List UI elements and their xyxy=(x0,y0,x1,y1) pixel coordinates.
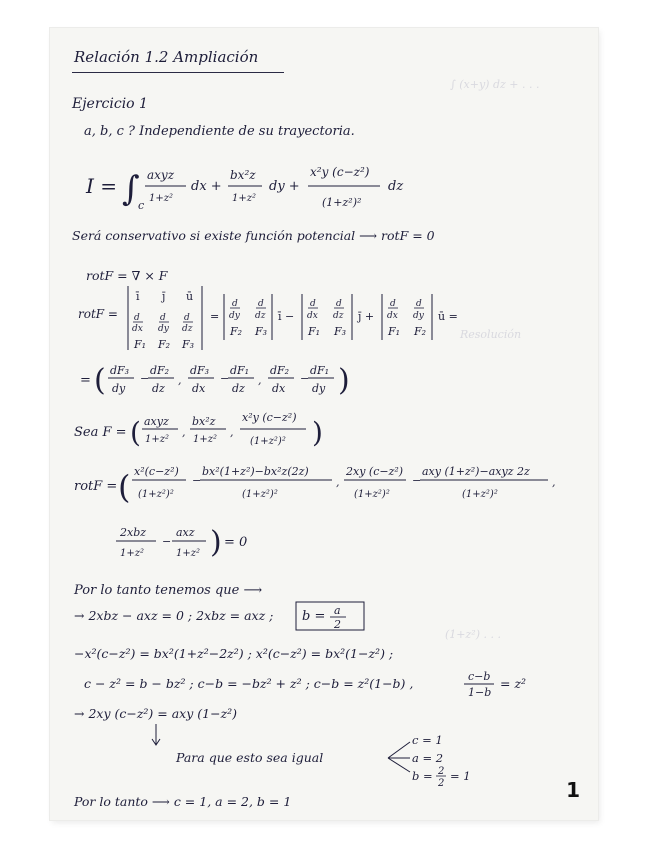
svg-text:2xbz: 2xbz xyxy=(120,526,147,539)
svg-text:F₃: F₃ xyxy=(255,325,268,338)
svg-text:dF₂: dF₂ xyxy=(270,364,290,377)
svg-text:b =: b = xyxy=(302,609,326,624)
show-through-text: ∫ (x+y) dz + . . . xyxy=(450,78,540,91)
svg-text:c: c xyxy=(138,199,145,212)
step-1 xyxy=(74,602,364,631)
page-title: Relación 1.2 Ampliación xyxy=(74,48,259,66)
rot-definition: rotF = ∇̄ × F xyxy=(86,268,168,283)
svg-text:d: d xyxy=(160,313,166,323)
down-arrow-icon xyxy=(152,724,160,745)
svg-text:=: = xyxy=(210,310,220,323)
a-value: a = 2 xyxy=(412,751,444,765)
svg-text:dy: dy xyxy=(112,382,126,395)
svg-text:2: 2 xyxy=(438,778,445,789)
svg-text:dz: dz xyxy=(182,324,193,334)
svg-text:c − z² = b − bz² ; c−b = −bz²: c − z² = b − bz² ; c−b = −bz² + z² ; c−b = z²(1−b) , xyxy=(84,676,414,691)
svg-text:F₁: F₁ xyxy=(308,325,321,338)
svg-text:dx: dx xyxy=(192,382,206,395)
svg-text:F₁: F₁ xyxy=(388,325,401,338)
svg-text:rotF =: rotF = xyxy=(78,307,118,321)
svg-text:F₂: F₂ xyxy=(230,325,243,338)
svg-text:x²(c−z²): x²(c−z²) xyxy=(134,465,179,478)
step-4: → 2xy (c−z²) = axy (1−z²) xyxy=(74,706,238,721)
show-through-text: Resolución xyxy=(460,328,522,341)
integral-expression xyxy=(85,165,403,212)
svg-text:,: , xyxy=(182,426,186,439)
svg-text:−: − xyxy=(300,372,310,385)
svg-text:1+z²: 1+z² xyxy=(232,193,257,204)
svg-text:): ) xyxy=(312,416,323,449)
svg-text:axz: axz xyxy=(176,526,195,539)
svg-text:d: d xyxy=(390,299,396,309)
svg-text:2xy (c−z²): 2xy (c−z²) xyxy=(346,465,404,478)
svg-text:axy (1+z²)−axyz 2z: axy (1+z²)−axyz 2z xyxy=(422,465,530,478)
step-2: −x²(c−z²) = bx²(1+z²−2z²) ; x²(c−z²) = bx²(1−z²) ; xyxy=(74,646,394,661)
conservative-note: Será conservativo si existe función potencial ⟶ rotF = 0 xyxy=(72,228,435,243)
svg-text:Sea F =: Sea F = xyxy=(74,425,127,440)
svg-text:rotF =: rotF = xyxy=(74,479,118,494)
svg-text:dx: dx xyxy=(387,311,398,321)
svg-text:dy: dy xyxy=(312,382,326,395)
rot-f-computation xyxy=(74,465,556,506)
svg-text:dF₂: dF₂ xyxy=(150,364,170,377)
svg-text:dx: dx xyxy=(132,324,143,334)
branch-arrows-icon xyxy=(388,742,410,772)
b-value xyxy=(412,766,471,789)
svg-text:j̄: j̄ xyxy=(162,290,166,303)
svg-text:(: ( xyxy=(118,468,131,506)
svg-text:1+z²: 1+z² xyxy=(149,193,174,204)
svg-text:F₁: F₁ xyxy=(134,338,147,351)
svg-text:−: − xyxy=(412,474,422,487)
svg-text:1+z²: 1+z² xyxy=(176,548,201,559)
svg-text:1+z²: 1+z² xyxy=(145,434,170,445)
rot-determinant xyxy=(78,286,458,351)
svg-text:dy: dy xyxy=(158,324,169,334)
page-number: 1 xyxy=(566,778,580,802)
svg-text:axyz: axyz xyxy=(147,168,175,182)
svg-text:dz: dz xyxy=(232,382,245,395)
for-equal-line: Para que esto sea igual xyxy=(176,750,324,765)
svg-text:dy: dy xyxy=(229,311,240,321)
svg-text:a: a xyxy=(334,604,341,617)
svg-text:bx²(1+z²)−bx²z(2z): bx²(1+z²)−bx²z(2z) xyxy=(202,465,309,478)
svg-text:= 0: = 0 xyxy=(224,535,248,550)
svg-text:(1+z²)²: (1+z²)² xyxy=(242,489,278,500)
svg-text:dF₁: dF₁ xyxy=(230,364,250,377)
svg-text:(1+z²)²: (1+z²)² xyxy=(138,489,174,500)
svg-text:I =: I = xyxy=(86,174,118,198)
vector-field-definition xyxy=(74,411,323,449)
svg-text:ū =: ū = xyxy=(438,310,458,323)
svg-text:= z²: = z² xyxy=(500,676,527,691)
svg-text:x²y (c−z²): x²y (c−z²) xyxy=(242,411,297,424)
step-3 xyxy=(84,670,526,699)
svg-text:(1+z²)²: (1+z²)² xyxy=(322,196,362,209)
svg-text:(: ( xyxy=(130,416,141,449)
svg-text:=: = xyxy=(80,373,91,388)
svg-text:d: d xyxy=(184,313,190,323)
svg-text:(1+z²)²: (1+z²)² xyxy=(250,436,286,447)
svg-text:bx²z: bx²z xyxy=(230,168,256,182)
svg-text:): ) xyxy=(210,525,222,560)
svg-text:dF₁: dF₁ xyxy=(310,364,330,377)
svg-text:d: d xyxy=(232,299,238,309)
svg-text:F₂: F₂ xyxy=(158,338,171,351)
svg-text:−: − xyxy=(140,372,150,385)
svg-text:∫: ∫ xyxy=(122,169,140,209)
conclusion-line: Por lo tanto ⟶ c = 1, a = 2, b = 1 xyxy=(74,794,292,809)
svg-text:j̄ +: j̄ + xyxy=(358,310,375,323)
svg-text:= 1: = 1 xyxy=(450,769,471,783)
svg-text:,: , xyxy=(552,476,556,489)
svg-text:axyz: axyz xyxy=(144,415,169,428)
handwritten-math xyxy=(50,28,598,820)
svg-text:(: ( xyxy=(94,363,106,398)
svg-text:ī −: ī − xyxy=(278,310,295,323)
notebook-page xyxy=(50,28,598,820)
svg-text:dx: dx xyxy=(272,382,286,395)
svg-text:,: , xyxy=(178,374,182,387)
svg-text:,: , xyxy=(336,476,340,489)
svg-text:2: 2 xyxy=(334,618,341,631)
svg-text:bx²z: bx²z xyxy=(192,415,216,428)
svg-text:dz: dz xyxy=(152,382,165,395)
rot-f-computation-line2 xyxy=(116,525,247,560)
svg-text:c−b: c−b xyxy=(468,670,491,683)
svg-text:d: d xyxy=(336,299,342,309)
exercise-label: Ejercicio 1 xyxy=(72,96,148,112)
svg-text:d: d xyxy=(310,299,316,309)
svg-text:1+z²: 1+z² xyxy=(120,548,145,559)
therefore-line: Por lo tanto tenemos que ⟶ xyxy=(74,583,263,598)
svg-text:2: 2 xyxy=(438,766,445,777)
svg-text:dz: dz xyxy=(388,179,404,194)
svg-text:−: − xyxy=(192,474,202,487)
svg-text:dz: dz xyxy=(333,311,344,321)
svg-text:): ) xyxy=(338,363,350,398)
c-value: c = 1 xyxy=(412,733,443,747)
svg-text:dF₃: dF₃ xyxy=(110,364,130,377)
svg-text:1−b: 1−b xyxy=(468,686,492,699)
svg-text:dy: dy xyxy=(413,311,424,321)
svg-text:dx: dx xyxy=(307,311,318,321)
svg-text:ū: ū xyxy=(186,290,194,303)
svg-text:x²y (c−z²): x²y (c−z²) xyxy=(310,165,370,179)
svg-text:dz: dz xyxy=(255,311,266,321)
svg-text:ī: ī xyxy=(136,290,140,303)
svg-text:F₂: F₂ xyxy=(414,325,427,338)
svg-text:(1+z²)²: (1+z²)² xyxy=(354,489,390,500)
svg-text:F₃: F₃ xyxy=(182,338,195,351)
svg-text:b =: b = xyxy=(412,769,433,783)
svg-text:→ 2xbz − axz = 0 ; 2xbz = axz: → 2xbz − axz = 0 ; 2xbz = axz ; xyxy=(74,608,274,623)
svg-text:d: d xyxy=(258,299,264,309)
rot-expanded xyxy=(80,363,350,398)
svg-text:F₃: F₃ xyxy=(334,325,347,338)
show-through-text: (1+z²) . . . xyxy=(445,628,501,641)
svg-text:dy +: dy + xyxy=(269,179,300,194)
svg-text:d: d xyxy=(134,313,140,323)
exercise-question: a, b, c ? Independiente de su trayectoria. xyxy=(84,124,355,139)
svg-text:,: , xyxy=(258,374,262,387)
svg-text:,: , xyxy=(230,426,234,439)
svg-text:−: − xyxy=(162,535,172,548)
svg-text:(1+z²)²: (1+z²)² xyxy=(462,489,498,500)
svg-text:dF₃: dF₃ xyxy=(190,364,210,377)
svg-text:1+z²: 1+z² xyxy=(193,434,218,445)
svg-text:dx +: dx + xyxy=(191,179,222,194)
svg-text:−: − xyxy=(220,372,230,385)
svg-text:d: d xyxy=(416,299,422,309)
